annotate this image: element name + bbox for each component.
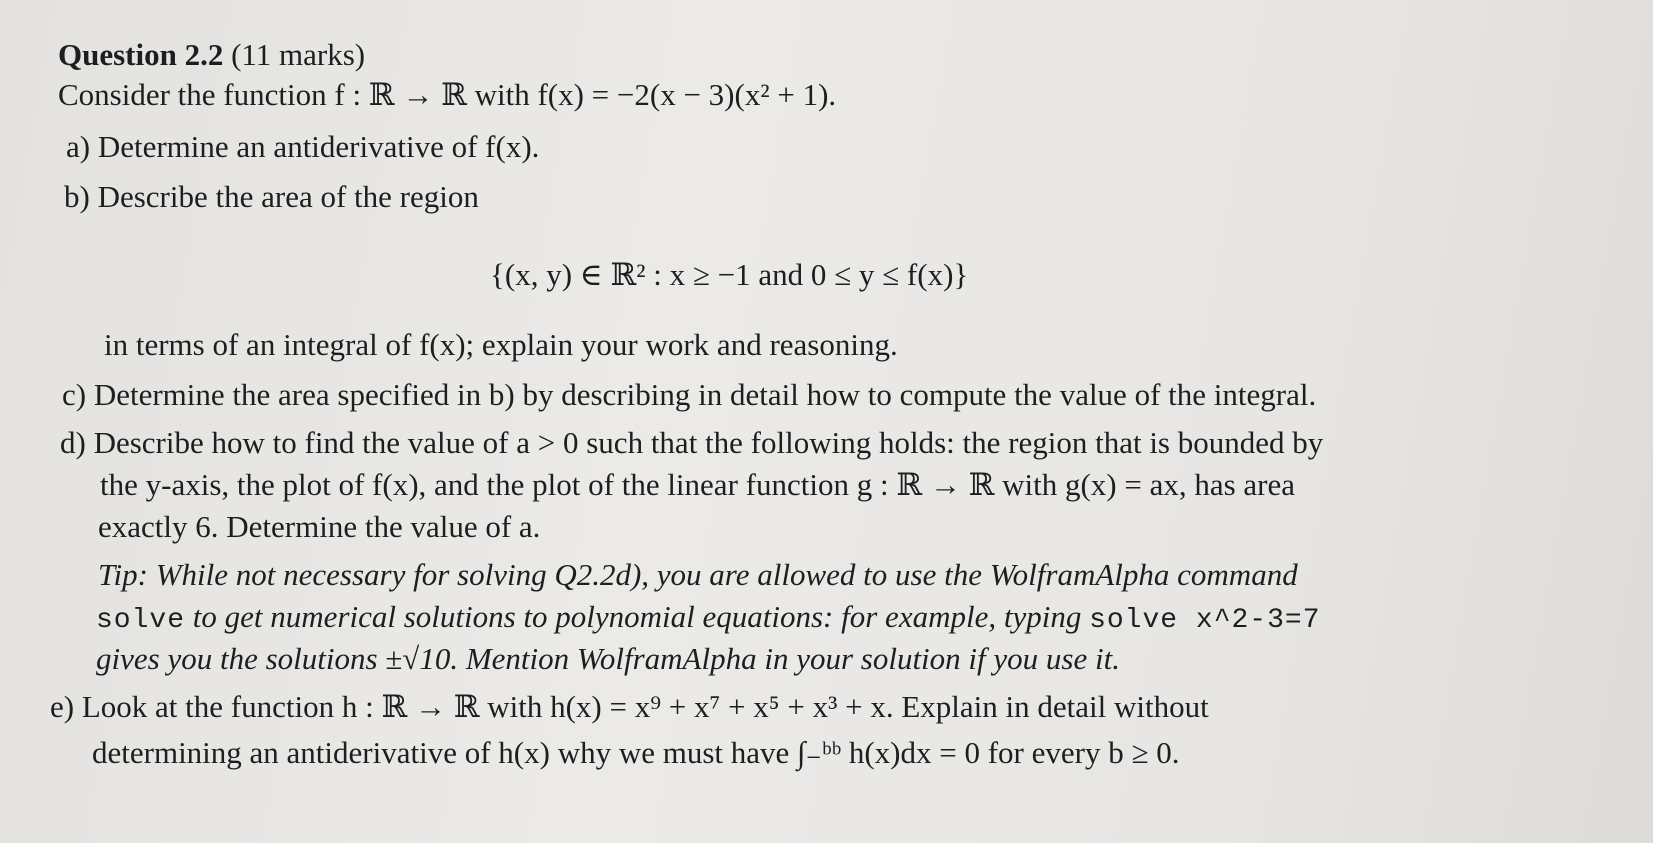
- part-c-text: Determine the area specified in b) by describing in detail how to compute the value of the integral.: [93, 377, 1317, 412]
- part-b-label: b): [64, 179, 90, 214]
- part-b-line1: Describe the area of the region: [97, 179, 479, 214]
- part-b: [64, 178, 479, 216]
- question-title: Question 2.2: [58, 37, 224, 72]
- part-b-line2: in terms of an integral of f(x); explain your work and reasoning.: [104, 327, 898, 362]
- tip-line3: gives you the solutions ±√10. Mention WolframAlpha in your solution if you use it.: [96, 641, 1120, 676]
- part-d-line3: exactly 6. Determine the value of a.: [98, 509, 541, 544]
- tip-line2: [96, 598, 1321, 640]
- region-set-formula: {(x, y) ∈ ℝ² : x ≥ −1 and 0 ≤ y ≤ f(x)}: [490, 257, 969, 292]
- part-d-label: d): [60, 425, 86, 460]
- question-heading: [58, 36, 365, 74]
- tip-line2-text: to get numerical solutions to polynomial equations: for example, typing: [185, 599, 1090, 634]
- tip-line1: Tip: While not necessary for solving Q2.2d), you are allowed to use the WolframAlpha command: [98, 557, 1298, 592]
- part-c: [62, 376, 1316, 414]
- part-e-line1: Look at the function h : ℝ → ℝ with h(x) = x⁹ + x⁷ + x⁵ + x³ + x. Explain in detail without: [81, 689, 1209, 724]
- part-e-label: e): [50, 689, 75, 724]
- part-e-line2: determining an antiderivative of h(x) why we must have ∫₋ᵇᵇ h(x)dx = 0 for every b ≥ 0.: [92, 735, 1180, 770]
- question-marks: (11 marks): [231, 37, 366, 72]
- part-e: [50, 688, 1209, 726]
- part-d: [60, 424, 1323, 462]
- tip-example-command: solve x^2-3=7: [1089, 605, 1321, 636]
- part-a-text: Determine an antiderivative of f(x).: [97, 129, 540, 164]
- part-a: [66, 128, 539, 166]
- part-d-line2: the y-axis, the plot of f(x), and the plot of the linear function g : ℝ → ℝ with g(x) = ax, has area: [100, 467, 1296, 502]
- tip-solve-command: solve: [96, 605, 186, 636]
- part-d-line1: Describe how to find the value of a > 0 such that the following holds: the region that is bounded by: [93, 425, 1324, 460]
- part-a-label: a): [66, 129, 91, 164]
- part-c-label: c): [62, 377, 87, 412]
- question-intro: Consider the function f : ℝ → ℝ with f(x) = −2(x − 3)(x² + 1).: [58, 77, 837, 112]
